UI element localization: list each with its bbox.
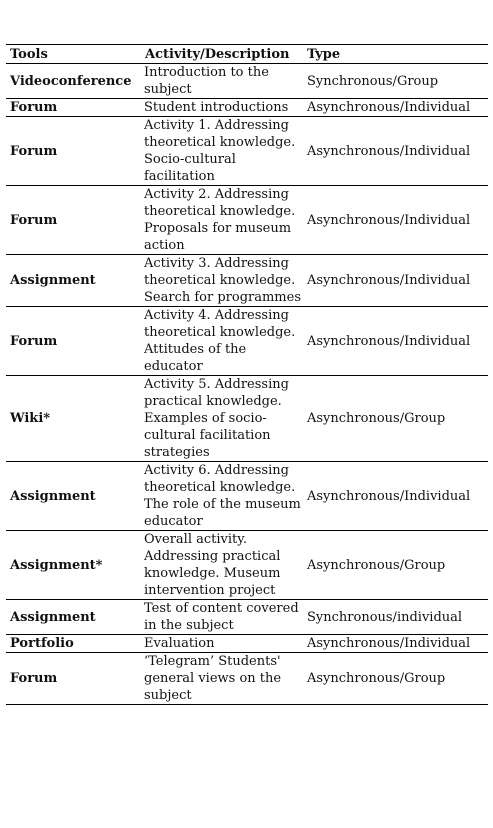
tool-cell: Forum [6, 653, 141, 705]
activities-table [6, 44, 488, 705]
table-row [6, 600, 488, 635]
table-row [6, 462, 488, 531]
tool-cell: Portfolio [6, 635, 141, 653]
description-cell: Activity 1. Addressing theoretical knowledge. Socio-cultural facilitation [141, 117, 303, 186]
tool-cell: Videoconference [6, 64, 141, 99]
tool-cell: Forum [6, 307, 141, 376]
table-row [6, 255, 488, 307]
type-cell: Synchronous/individual [303, 600, 488, 635]
table-row [6, 117, 488, 186]
description-cell: Activity 5. Addressing practical knowledge. Examples of socio-cultural facilitation strategies [141, 376, 303, 462]
header-type: Type [303, 45, 488, 64]
type-cell: Asynchronous/Individual [303, 99, 488, 117]
type-cell: Synchronous/Group [303, 64, 488, 99]
tool-cell: Assignment [6, 462, 141, 531]
type-cell: Asynchronous/Individual [303, 255, 488, 307]
table-row [6, 653, 488, 705]
table-row [6, 376, 488, 462]
type-cell: Asynchronous/Group [303, 653, 488, 705]
table-row [6, 531, 488, 600]
table-row [6, 307, 488, 376]
activities-table-container [6, 44, 488, 705]
type-cell: Asynchronous/Individual [303, 186, 488, 255]
tool-cell: Wiki* [6, 376, 141, 462]
description-cell: Student introductions [141, 99, 303, 117]
description-cell: Activity 4. Addressing theoretical knowledge. Attitudes of the educator [141, 307, 303, 376]
description-cell: Activity 6. Addressing theoretical knowledge. The role of the museum educator [141, 462, 303, 531]
description-cell: Activity 2. Addressing theoretical knowledge. Proposals for museum action [141, 186, 303, 255]
description-cell: Activity 3. Addressing theoretical knowledge. Search for programmes [141, 255, 303, 307]
tool-cell: Forum [6, 117, 141, 186]
table-row [6, 635, 488, 653]
type-cell: Asynchronous/Individual [303, 307, 488, 376]
table-row [6, 186, 488, 255]
table-row [6, 99, 488, 117]
type-cell: Asynchronous/Individual [303, 462, 488, 531]
tool-cell: Assignment [6, 255, 141, 307]
type-cell: Asynchronous/Individual [303, 117, 488, 186]
description-cell: ‘Telegram’ Students' general views on the subject [141, 653, 303, 705]
tool-cell: Forum [6, 186, 141, 255]
tool-cell: Forum [6, 99, 141, 117]
type-cell: Asynchronous/Individual [303, 635, 488, 653]
description-cell: Evaluation [141, 635, 303, 653]
description-cell: Introduction to the subject [141, 64, 303, 99]
description-cell: Overall activity. Addressing practical knowledge. Museum intervention project [141, 531, 303, 600]
header-row [6, 45, 488, 64]
tool-cell: Assignment* [6, 531, 141, 600]
tool-cell: Assignment [6, 600, 141, 635]
table-row [6, 64, 488, 99]
type-cell: Asynchronous/Group [303, 531, 488, 600]
description-cell: Test of content covered in the subject [141, 600, 303, 635]
header-tools: Tools [6, 45, 141, 64]
type-cell: Asynchronous/Group [303, 376, 488, 462]
header-activity: Activity/Description [141, 45, 303, 64]
